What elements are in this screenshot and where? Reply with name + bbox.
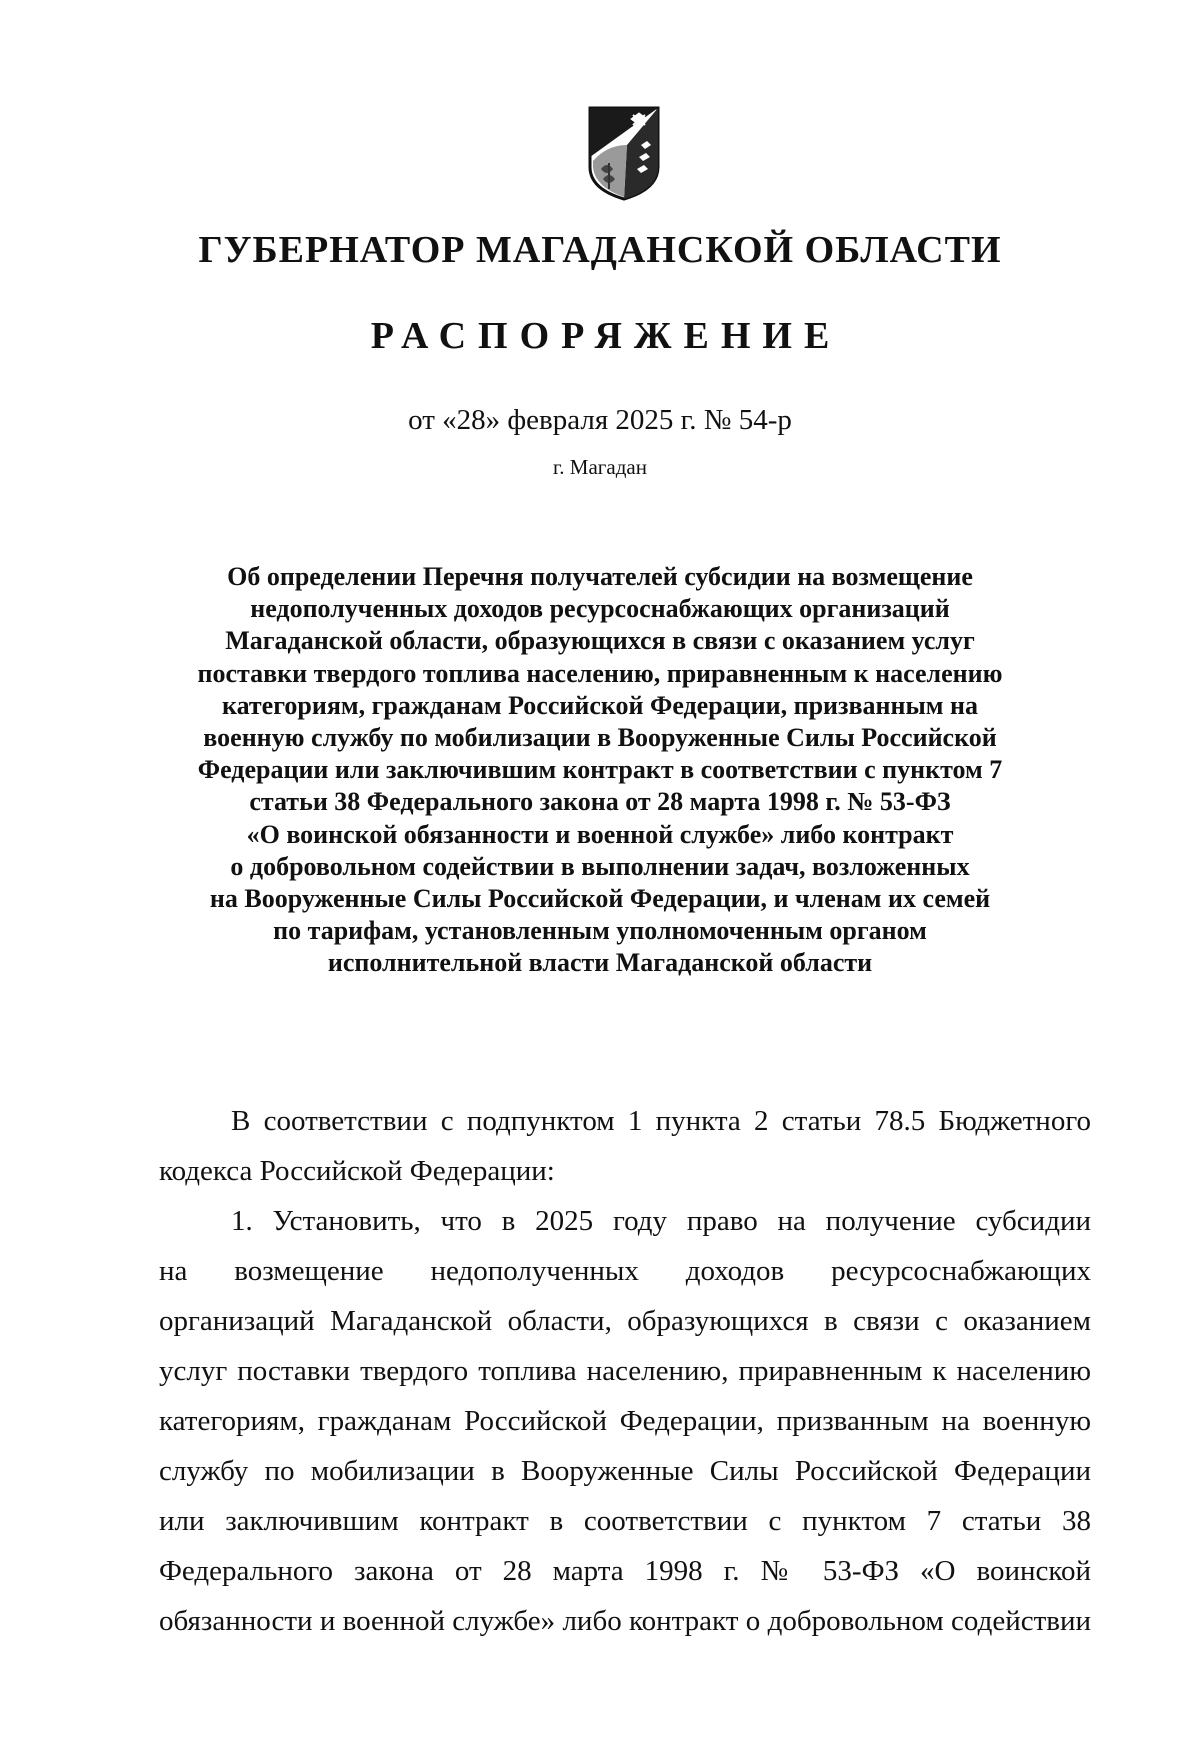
magadan-region-coat-of-arms-icon: [587, 105, 661, 202]
body-line: на возмещение недополученных доходов ресурсоснабжающих: [159, 1255, 1091, 1287]
body-line: услуг поставки твердого топлива населению, приравненным к населению: [159, 1355, 1091, 1387]
title-line: Магаданской области, образующихся в связи с оказанием услуг: [225, 626, 975, 656]
document-title: [130, 561, 1070, 980]
title-line: Федерации или заключившим контракт в соответствии с пунктом 7: [197, 755, 1003, 785]
issuing-authority: ГУБЕРНАТОР МАГАДАНСКОЙ ОБЛАСТИ: [198, 229, 1002, 271]
body-line: кодекса Российской Федерации:: [159, 1155, 555, 1187]
body-line: или заключившим контракт в соответствии с пунктом 7 статьи 38: [159, 1505, 1091, 1537]
title-line: недополученных доходов ресурсоснабжающих организаций: [250, 594, 950, 624]
title-line: о добровольном содействии в выполнении задач, возложенных: [230, 851, 970, 881]
title-line: Об определении Перечня получателей субсидии на возмещение: [227, 562, 973, 591]
title-line: поставки твердого топлива населению, приравненным к населению: [197, 658, 1003, 688]
title-line: исполнительной власти Магаданской области: [327, 948, 873, 978]
body-line: обязанности и военной службе» либо контракт о добровольном содействии: [159, 1605, 1091, 1637]
body-line: Федерального закона от 28 марта 1998 г. № 53-ФЗ «О воинской: [159, 1555, 1091, 1587]
document-date-number: от «28» февраля 2025 г. № 54-р: [408, 404, 792, 436]
title-line: на Вооруженные Силы Российской Федерации, и членам их семей: [209, 884, 991, 914]
document-city: г. Магадан: [553, 455, 647, 479]
body-line: организаций Магаданской области, образующихся в связи с оказанием: [159, 1305, 1091, 1337]
title-line: по тарифам, установленным уполномоченным органом: [273, 916, 927, 946]
body-line: службу по мобилизации в Вооруженные Силы Российской Федерации: [159, 1455, 1091, 1487]
body-line: 1. Установить, что в 2025 году право на получение субсидии: [231, 1205, 1091, 1237]
body-line: В соответствии с подпунктом 1 пункта 2 статьи 78.5 Бюджетного: [231, 1105, 1091, 1137]
title-line: категориям, гражданам Российской Федерации, призванным на: [222, 690, 978, 720]
title-line: военную службу по мобилизации в Вооруженные Силы Российской: [203, 723, 997, 753]
body-line: категориям, гражданам Российской Федерации, призванным на военную: [159, 1405, 1091, 1437]
title-line: «О воинской обязанности и военной службе» либо контракт: [246, 819, 954, 849]
document-type: РАСПОРЯЖЕНИЕ: [370, 315, 842, 357]
document-body: [159, 1096, 1091, 1646]
title-line: статьи 38 Федерального закона от 28 марта 1998 г. № 53-ФЗ: [249, 787, 951, 817]
